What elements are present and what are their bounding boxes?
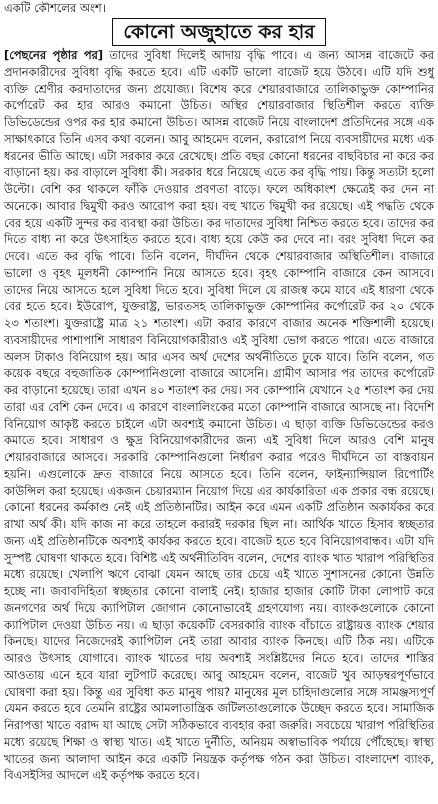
headline-box [4, 17, 434, 47]
article-body [4, 47, 434, 784]
previous-article-fragment: একটি কৌশলের অংশ। [4, 1, 106, 15]
article-body-text: তাদের সুবিধা দিলেই আদায় বৃদ্ধি পাবে। এ জন্য আসন্ন বাজেটে কর প্রদানকারীদের সুবিধা বৃদ্ধি করতে হবে। এটি একটি ভালো বাজেট হয়ে উঠবে। এটি যদি শুধু ব্যক্তি শ্রেণীর করদাতাদের জন্য প্রযোজ্য। বিশেষ করে শেয়ারবাজারে তালিকাভুক্ত কোম্পানির কর্পোরেট কর হার আরও কমানো উচিত। অস্থির শেয়ারবাজার স্থিতিশীল করতে ব্যক্তি ডিভিডেন্ডের ওপর কর হার কমানো উচিত। আসন্ন বাজেট নিয়ে বাংলাদেশ প্রতিদিনের সঙ্গে এক সাক্ষাৎকারে তিনি এসব কথা বলেন। আবু আহমেদ বলেন, করারোপ নিয়ে ব্যবসায়ীদের মধ্যে এক ধরনের ভীতি আছে। এটা সরকার করে রেখেছে। প্রতি বছর কোনো ধরনের বাছবিচার না করে কর বাড়ানো হয়। কর বাড়ালে সুবিধা কী। সরকার ধরে নিয়েছে এতে কর বৃদ্ধি পায়। কিন্তু সত্যটা হলো উল্টো। বেশি কর থাকলে ফাঁকি দেওয়ার প্রবণতা বাড়ে। ফলে অধিকাংশ ক্ষেত্রেই কর দেন না অনেকে। আবার দ্বিমুখী করও আরোপ করা হয়। বহু খাতে দ্বিমুখী কর রয়েছে। এই পদ্ধতি থেকে বের হয়ে একটি সুন্দর কর ব্যবস্থা করা উচিত। কর দাতাদের সুবিধা নিশ্চিত করতে হবে। তাদের কর দিতে বাধ্য না করে উৎসাহিত করতে হবে। বাধ্য হয়ে কেউ কর দেবে না। বরং সুবিধা দিলে কর দেবে। এতে কর বৃদ্ধি পাবে। তিনি বলেন, দীর্ঘদিন থেকে শেয়ারবাজার অস্থিতিশীল। বাজারে ভালো ও বৃহৎ মূলধনী কোম্পানি নিয়ে আসতে হবে। বৃহৎ কোম্পানি বাজারে কেন আসবে। তাদের নিয়ে আসতে হলে সুবিধা দিতে হবে। সুবিধা দিলে যে রাজস্ব কমে যাবে এই ধারণা থেকে বের হতে হবে। ইউরোপ, যুক্তরাষ্ট্র, ভারতসহ তালিকাভুক্ত কোম্পানির কর্পোরেট কর ২০ থেকে ২৩ শতাংশ। যুক্তরাষ্ট্রে মাত্র ২১ শতাংশ। এটা করার কারণে বাজার অনেক শক্তিশালী হয়েছে। ব্যবসায়ীদের পাশাপাশি সাধারণ বিনিয়োগকারীরাও এই সুবিধা ভোগ করতে পারে। এতে বাজারে অলস টাকাও বিনিয়োগ হয়। আর এসব অর্থ দেশের অর্থনীতিতে ঢুকে যাবে। তিনি বলেন, গত কয়েক বছরে বহুজাতিক কোম্পানিগুলো বাজারে আসেনি। গ্রামীণ আসার পর তাদের কর্পোরেট কর বাড়ানো হয়েছে। তারা এখন ৪০ শতাংশ কর দেয়। সব কোম্পানি যেখানে ২৫ শতাংশ কর দেয় তারা এর বেশি কেন দেবে। এ কারণে বাংলালিংকের মতো কোম্পানি বাজারে আসছে না। বিদেশি বিনিয়োগ আকৃষ্ট করতে চাইলে এটা অবশ্যই কমানো উচিত। এ ছাড়া ব্যক্তি ডিভিডেন্ডের করও কমাতে হবে। সাধারণ ও ক্ষুদ্র বিনিয়োগকারীদের জন্য এই সুবিধা দিলে আরও বেশি মানুষ শেয়ারবাজারে আসবে। সরকারি কোম্পানিগুলো নির্ধারণ করার পরেও দীর্ঘদিনে তা বাস্তবায়ন হয়নি। এগুলোকে দ্রুত বাজারে নিয়ে আসতে হবে। তিনি বলেন, ফাইন্যান্সিয়াল রিপোর্টিং কাউন্সিল করা হয়েছে। একজন চেয়ারম্যান নিয়োগ দিয়ে এর কার্যকারিতা এক প্রকার বন্ধ রয়েছে। কোনো ধরনের কর্মকাণ্ড নেই এই প্রতিষ্ঠানটির। আইন করে এমন একটি প্রতিষ্ঠান অকার্যকর করে রাখা অর্থ কী। যদি কাজ না করে তাহলে করারই দরকার ছিল না। আর্থিক খাতে হিসাব স্বচ্ছতার জন্য এই প্রতিষ্ঠানটিকে অবশ্যই কার্যকর করতে হবে। বাজেট হতে হবে বিনিয়োগবান্ধব। এটা যদি সুস্পষ্ট ঘোষণা থাকতে হবে। বিশিষ্ট এই অর্থনীতিবিদ বলেন, দেশের ব্যাংক খাত খারাপ পরিস্থিতির মধ্যে রয়েছে। খেলাপি ঋণে বোঝা যেমন আছে তার চেয়ে এই খাতে সুশাসনের কোনো উন্নতি হচ্ছে না। জবাবদিহিতা স্বচ্ছতার কোনো বালাই নেই। হাজার হাজার কোটি টাকা লোপাট করে জনগণের অর্থ দিয়ে ক্যাপিটাল জোগান কোনোভাবেই গ্রহণযোগ্য নয়। ব্যাংকগুলোকে কোনো ক্যাপিটাল দেওয়া উচিত নয়। এ ছাড়া কয়েকটি বেসরকারি ব্যাংক বাঁচাতে রাষ্ট্রায়ত্ত ব্যাংক শেয়ার কিনছে। যাদের নিজেদেরই ক্যাপিটাল নেই তারা আবার ব্যাংক কিনছে। এটি ঠিক নয়। এটিকে আরও উৎসাহ যোগাবে। ব্যাংক খাতের দায় অবশ্যই সংশ্লিষ্টদের নিতে হবে। তাদের শাস্তির আওতায় এনে হবে যারা লুটপাট করেছে। আবু আহমেদ বলেন, বাজেট খুব আড়ম্বরপূর্ণভাবে ঘোষণা করা হয়। কিন্তু এর সুবিধা কত মানুষ পায়? মানুষের মূল চাহিদাগুলোর সঙ্গে সামঞ্জস্যপূর্ণ যেমন করতে হবে তেমনি রাষ্ট্রের আমলাতান্ত্রিক জটিলতাগুলোকে উচ্ছেদ করতে হবে। সামাজিক নিরাপত্তা খাতে বরাদ্দ যা আছে সেটা সঠিকভাবে ব্যবহার করা জরুরি। সবচেয়ে খারাপ পরিস্থিতির মধ্যে রয়েছে শিক্ষা ও স্বাস্থ্য খাত। এই খাতে দুর্নীতি, অনিয়ম অস্বাভাবিক পর্যায়ে পৌঁছেছে। স্বাস্থ্য খাতের জন্য আলাদা আইন করে একটি নিয়ন্ত্রক কর্তৃপক্ষ গঠন করা উচিত। বাংলাদেশ ব্যাংক, বিএসইসির আদলে এই কর্তৃপক্ষ করতে হবে। [4, 48, 434, 783]
article-headline: কোনো অজুহাতে কর হার [112, 18, 325, 46]
continuation-reference: [পেছনের পৃষ্ঠার পর] [4, 48, 104, 62]
